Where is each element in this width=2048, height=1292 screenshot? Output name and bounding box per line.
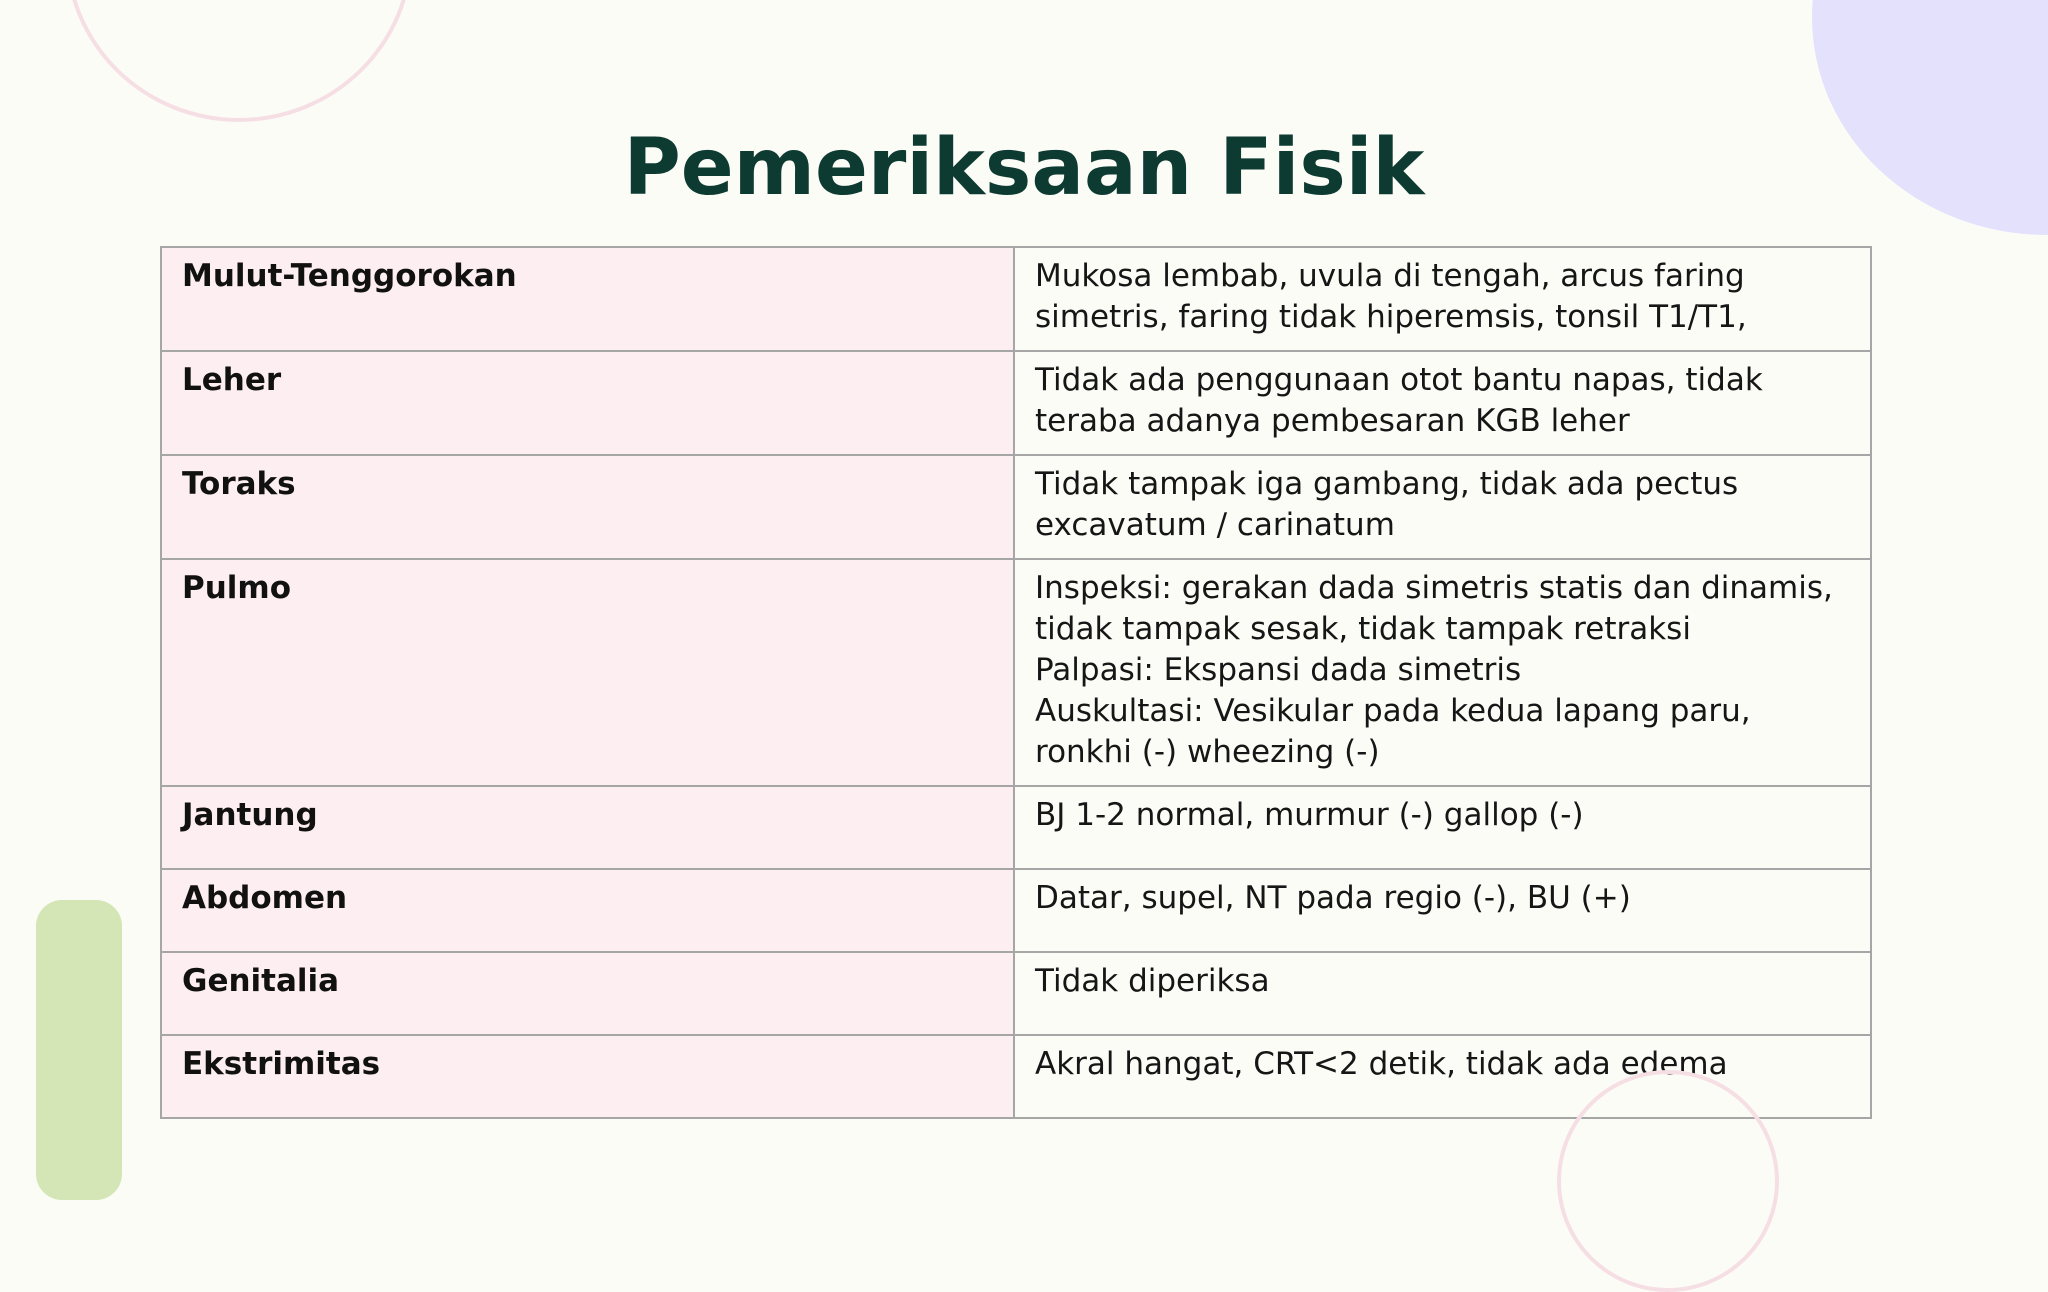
table-row bbox=[161, 869, 1871, 952]
row-label: Abdomen bbox=[161, 869, 1014, 952]
table-row bbox=[161, 786, 1871, 869]
slide-title: Pemeriksaan Fisik bbox=[623, 123, 1425, 213]
row-value: Akral hangat, CRT<2 detik, tidak ada edema bbox=[1014, 1035, 1871, 1118]
row-value: Tidak tampak iga gambang, tidak ada pectus excavatum / carinatum bbox=[1014, 455, 1871, 559]
table-row bbox=[161, 351, 1871, 455]
row-label: Jantung bbox=[161, 786, 1014, 869]
table-row bbox=[161, 247, 1871, 351]
table-row bbox=[161, 559, 1871, 786]
table-row bbox=[161, 455, 1871, 559]
row-label: Toraks bbox=[161, 455, 1014, 559]
physical-exam-table bbox=[160, 246, 1872, 1119]
row-label: Ekstrimitas bbox=[161, 1035, 1014, 1118]
decorative-green-bar bbox=[36, 900, 122, 1200]
row-value: Datar, supel, NT pada regio (-), BU (+) bbox=[1014, 869, 1871, 952]
row-value: BJ 1-2 normal, murmur (-) gallop (-) bbox=[1014, 786, 1871, 869]
decorative-ring-top bbox=[65, 0, 413, 122]
row-value: Tidak diperiksa bbox=[1014, 952, 1871, 1035]
row-label: Leher bbox=[161, 351, 1014, 455]
row-value: Inspeksi: gerakan dada simetris statis dan dinamis, tidak tampak sesak, tidak tampak retraksi Palpasi: Ekspansi dada simetris Auskultasi: Vesikular pada kedua lapang paru, ronkhi (-) wheezing (-) bbox=[1014, 559, 1871, 786]
row-label: Mulut-Tenggorokan bbox=[161, 247, 1014, 351]
row-label: Pulmo bbox=[161, 559, 1014, 786]
row-label: Genitalia bbox=[161, 952, 1014, 1035]
row-value: Mukosa lembab, uvula di tengah, arcus faring simetris, faring tidak hiperemsis, tonsil T1/T1, bbox=[1014, 247, 1871, 351]
table-row bbox=[161, 952, 1871, 1035]
row-value: Tidak ada penggunaan otot bantu napas, tidak teraba adanya pembesaran KGB leher bbox=[1014, 351, 1871, 455]
decorative-ring-bottom bbox=[1557, 1070, 1779, 1292]
